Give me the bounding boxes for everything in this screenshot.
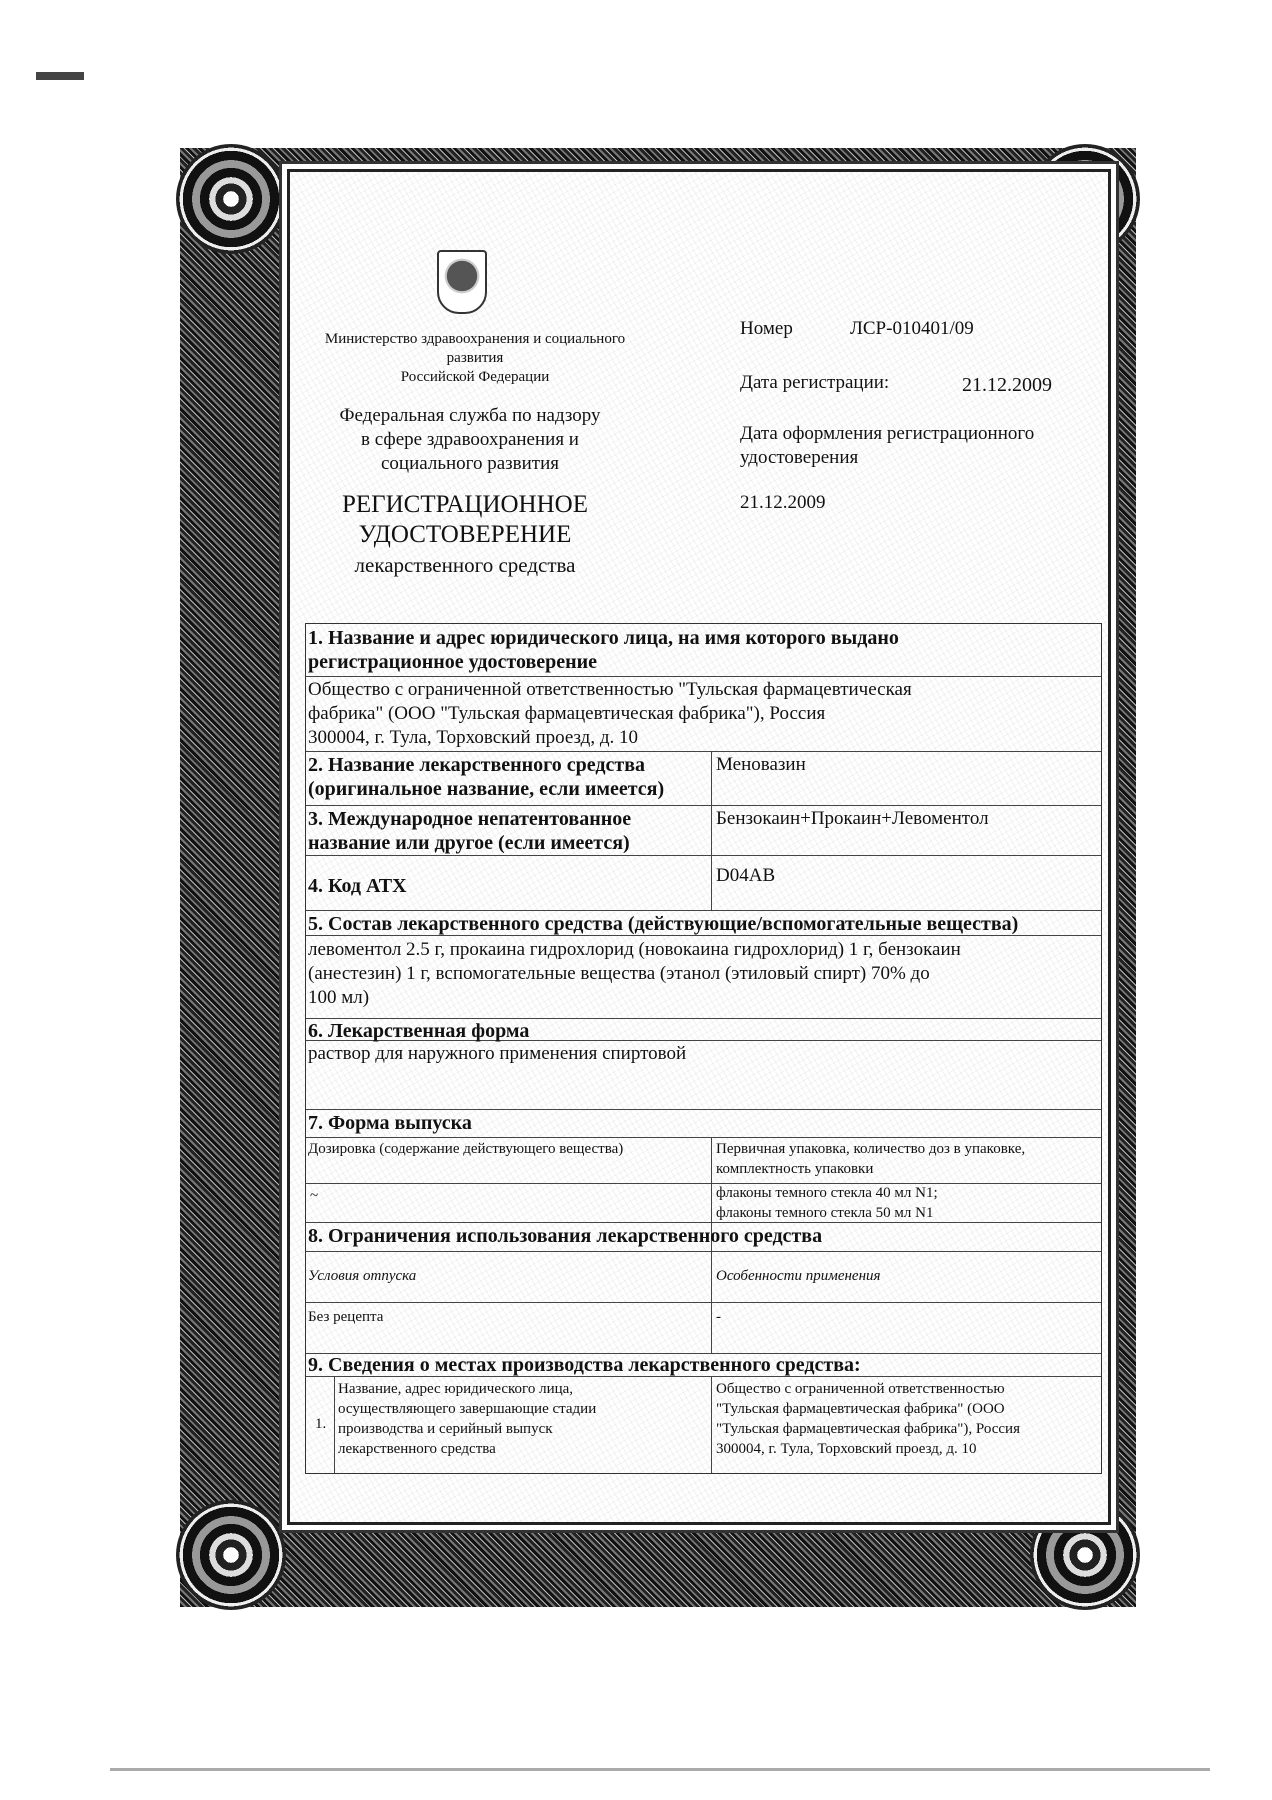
value-line: "Тульская фармацевтическая фабрика" (ООО xyxy=(716,1401,1005,1417)
reg-date: 21.12.2009 xyxy=(962,374,1052,396)
dosage-header: Дозировка (содержание действующего вещества) xyxy=(308,1141,624,1157)
scan-mark xyxy=(36,72,84,80)
section-7-title: 7. Форма выпуска xyxy=(308,1112,472,1134)
ministry-block xyxy=(285,330,665,387)
service-line: социального развития xyxy=(380,453,560,474)
document-title xyxy=(300,490,630,580)
value-line: 300004, г. Тула, Торховский проезд, д. 10 xyxy=(716,1441,977,1457)
service-line: в сфере здравоохранения и xyxy=(361,429,579,450)
issue-date-label-line: Дата оформления регистрационного xyxy=(740,423,1035,444)
dispensing-value: Без рецепта xyxy=(308,1309,384,1325)
value-line: 300004, г. Тула, Торховский проезд, д. 10 xyxy=(308,727,639,748)
section-3-title xyxy=(308,807,631,855)
label-line: осуществляющего завершающие стадии xyxy=(338,1401,597,1417)
value-line: фабрика" (ООО "Тульская фармацевтическая фабрика"), Россия xyxy=(308,703,826,724)
section-9-title: 9. Сведения о местах производства лекарственного средства: xyxy=(308,1354,861,1376)
section-6-title: 6. Лекарственная форма xyxy=(308,1020,530,1042)
issue-date-label xyxy=(740,422,1034,470)
section-1-value xyxy=(308,678,912,750)
label-line: Название, адрес юридического лица, xyxy=(338,1381,574,1397)
label-line: лекарственного средства xyxy=(338,1441,496,1457)
site-number: 1. xyxy=(315,1416,327,1432)
certificate-number: ЛСР-010401/09 xyxy=(850,318,974,339)
section-title-line: (оригинальное название, если имеется) xyxy=(308,778,665,800)
value-line: флаконы темного стекла 40 мл N1; xyxy=(716,1185,938,1201)
section-8-title: 8. Ограничения использования лекарственного средства xyxy=(308,1225,823,1247)
section-1-title xyxy=(308,626,899,674)
site-label xyxy=(338,1379,596,1459)
section-title-line: 3. Международное непатентованное xyxy=(308,808,632,830)
section-5-value xyxy=(308,938,961,1010)
corner-rosette xyxy=(176,144,286,254)
ministry-line: Министерство здравоохранения и социального xyxy=(324,331,626,347)
usage-value: - xyxy=(716,1309,721,1325)
header-line: Первичная упаковка, количество доз в упаковке, xyxy=(716,1141,1026,1157)
usage-header: Особенности применения xyxy=(716,1268,881,1284)
number-label: Номер xyxy=(740,318,793,339)
title-line: РЕГИСТРАЦИОННОЕ xyxy=(342,491,588,518)
section-2-value: Меновазин xyxy=(716,754,806,775)
service-line: Федеральная служба по надзору xyxy=(339,405,601,426)
header-line: комплектность упаковки xyxy=(716,1161,874,1177)
section-3-value: Бензокаин+Прокаин+Левоментол xyxy=(716,808,989,829)
section-2-title xyxy=(308,753,664,801)
section-4-title: 4. Код АТХ xyxy=(308,875,407,897)
dosage-value: ~ xyxy=(310,1188,319,1204)
service-block xyxy=(300,404,640,476)
section-6-value: раствор для наружного применения спиртовой xyxy=(308,1043,687,1064)
section-4-value: D04AB xyxy=(716,865,776,886)
issue-date-label-line: удостоверения xyxy=(740,447,859,468)
value-line: Общество с ограниченной ответственностью "Тульская фармацевтическая xyxy=(308,679,912,700)
section-title-line: 2. Название лекарственного средства xyxy=(308,754,646,776)
ministry-line: Российской Федерации xyxy=(400,369,550,385)
value-line: (анестезин) 1 г, вспомогательные вещества (этанол (этиловый спирт) 70% до xyxy=(308,963,930,984)
packaging-header xyxy=(716,1139,1025,1179)
dispensing-header: Условия отпуска xyxy=(308,1268,417,1284)
value-line: 100 мл) xyxy=(308,987,370,1008)
corner-rosette xyxy=(176,1500,286,1610)
value-line: "Тульская фармацевтическая фабрика"), Россия xyxy=(716,1421,1020,1437)
coat-of-arms-emblem-icon xyxy=(437,250,487,314)
packaging-value xyxy=(716,1183,938,1223)
reg-date-label: Дата регистрации: xyxy=(740,372,890,393)
ministry-line: развития xyxy=(446,350,504,366)
title-line: УДОСТОВЕРЕНИЕ xyxy=(358,521,572,548)
scan-edge xyxy=(110,1768,1210,1771)
site-value xyxy=(716,1379,1020,1459)
value-line: Общество с ограниченной ответственностью xyxy=(716,1381,1005,1397)
value-line: флаконы темного стекла 50 мл N1 xyxy=(716,1205,934,1221)
issue-date: 21.12.2009 xyxy=(740,492,826,513)
certificate-table xyxy=(305,623,1102,1474)
value-line: левоментол 2.5 г, прокаина гидрохлорид (новокаина гидрохлорид) 1 г, бензокаин xyxy=(308,939,961,960)
section-5-title: 5. Состав лекарственного средства (действующие/вспомогательные вещества) xyxy=(308,913,1019,935)
section-title-line: 1. Название и адрес юридического лица, на имя которого выдано xyxy=(308,627,899,649)
section-title-line: название или другое (если имеется) xyxy=(308,832,630,854)
label-line: производства и серийный выпуск xyxy=(338,1421,553,1437)
document-subtitle: лекарственного средства xyxy=(354,553,576,577)
section-title-line: регистрационное удостоверение xyxy=(308,651,598,673)
